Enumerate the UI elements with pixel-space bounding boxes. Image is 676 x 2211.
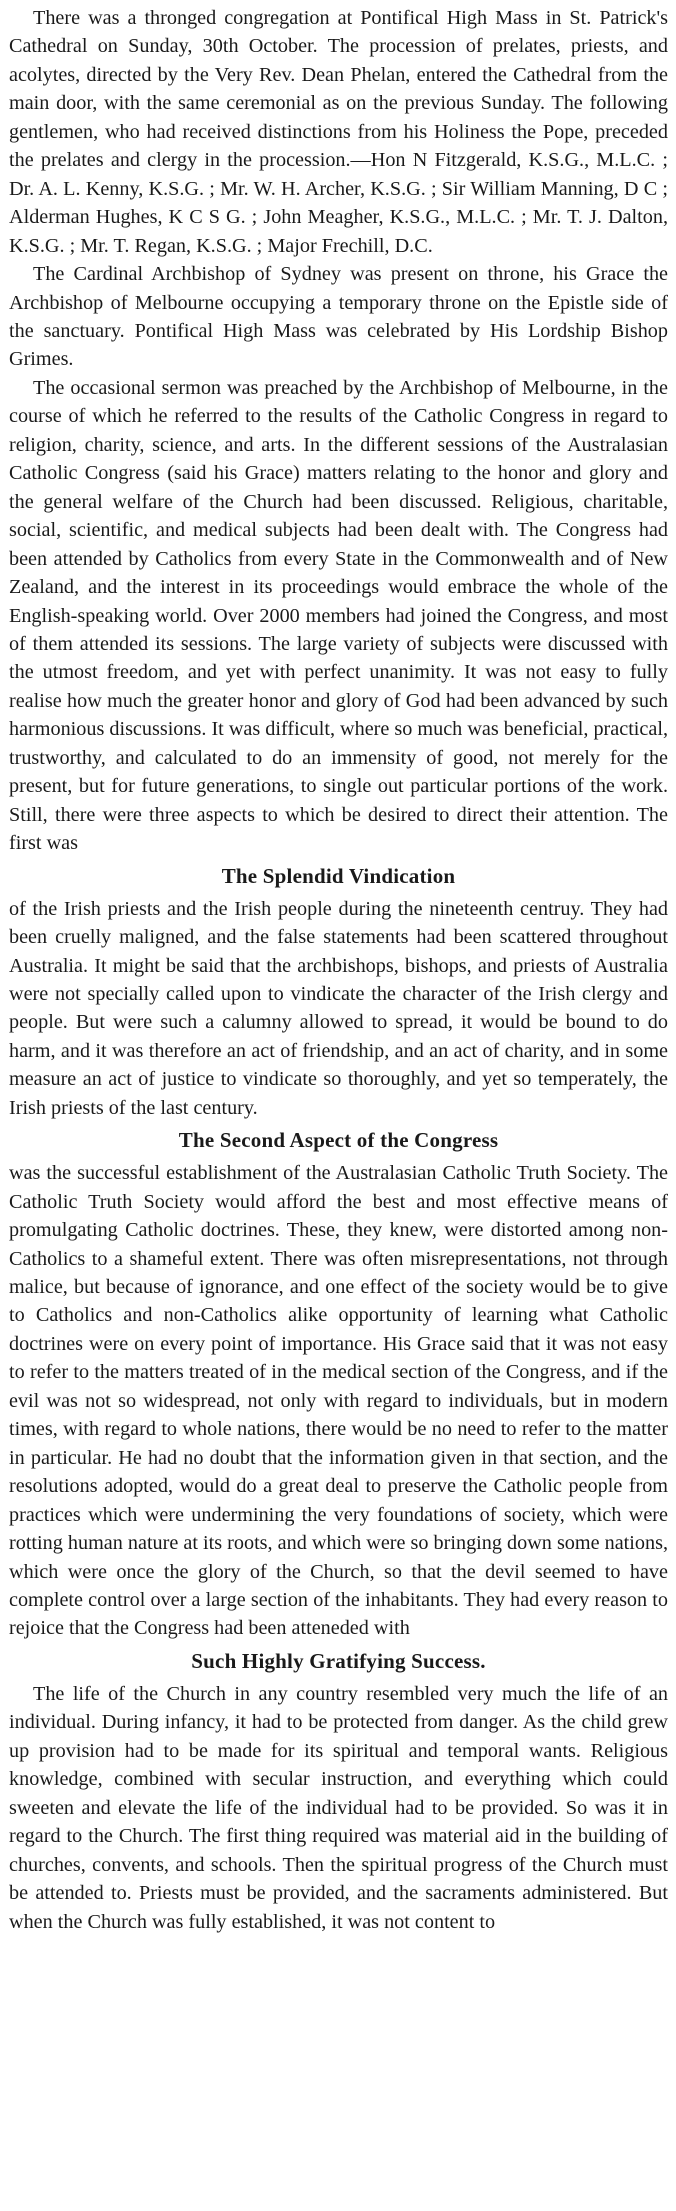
paragraph-pontifical-high-mass: There was a thronged congregation at Pontifical High Mass in St. Patrick's Cathedral on Sunday, 30th October. The procession of prelates, priests, and acolytes, directed by the Very Rev. Dean Phelan, entered the Cathedral from the main door, with the same ceremonial as on the previous Sunday. The following gentlemen, who had received distinctions from his Holiness the Pope, preceded the prelates and clergy in the procession.—Hon N Fitzgerald, K.S.G., M.L.C. ; Dr. A. L. Kenny, K.S.G. ; Mr. W. H. Archer, K.S.G. ; Sir William Manning, D C ; Alderman Hughes, K C S G. ; John Meagher, K.S.G., M.L.C. ; Mr. T. J. Dalton, K.S.G. ; Mr. T. Regan, K.S.G. ; Major Frechill, D.C. — [9, 7, 668, 257]
paragraph-life-of-church: The life of the Church in any country resembled very much the life of an individual. During infancy, it had to be protected from danger. As the child grew up provision had to be made for its spiritual and temporal wants. Religious knowledge, combined with secular instruction, and everything which could sweeten and elevate the life of the individual had to be provided. So was it in regard to the Church. The first thing required was material aid in the building of churches, convents, and schools. Then the spiritual progress of the Church must be attended to. Priests must be provided, and the sacraments administered. But when the Church was fully established, it was not content to — [9, 1682, 668, 1933]
paragraph-cardinal-present: The Cardinal Archbishop of Sydney was present on throne, his Grace the Archbishop of Melbourne occupying a temporary throne on the Epistle side of the sanctuary. Pontifical High Mass was celebrated by His Lordship Bishop Grimes. — [9, 263, 668, 371]
subheading-second-aspect: The Second Aspect of the Congress — [178, 1128, 499, 1153]
paragraph-catholic-truth-society: was the successful establishment of the Australasian Catholic Truth Society. The Catholic Truth Society would afford the best and most effective means of promulgating Catholic doctrines. These, they knew, were distorted among non-Catholics to a shameful extent. There was often misrepresentations, not through malice, but because of ignorance, and one effect of the society would be to give to Catholics and non-Catholics alike opportunity of learning what Catholic doctrines were on every point of importance. His Grace said that it was not easy to refer to the matters treated of in the medical section of the Congress, and if the evil was not so widespread, not only with regard to individuals, but in modern times, with regard to whole nations, there would be no need to refer to the matter in particular. He had no doubt that the information given in that section, and the resolutions adopted, would do a great deal to preserve the Catholic people from practices which were undermining the very foundations of society, which were rotting human nature at its roots, and which were so bringing down some nations, which were once the glory of the Church, so that the devil seemed to have complete control over a large section of the inhabitants. They had every reason to rejoice that the Congress had been atteneded with — [9, 1162, 668, 1640]
paragraph-irish-priests: of the Irish priests and the Irish people during the nineteenth centruy. They had been cruelly maligned, and the false statements had been scattered throughout Australia. It might be said that the archbishops, bishops, and priests of Australia were not specially called upon to vindicate the character of the Irish clergy and people. But were such a calumny allowed to spread, it would be bound to do harm, and it was therefore an act of friendship, and an act of charity, and in some measure an act of justice to vindicate so thoroughly, and yet so temperately, the Irish priests of the last century. — [9, 897, 668, 1119]
paragraph-occasional-sermon: The occasional sermon was preached by the Archbishop of Melbourne, in the course of which he referred to the results of the Catholic Congress in regard to religion, charity, science, and arts. In the different sessions of the Australasian Catholic Congress (said his Grace) matters relating to the honor and glory and the general welfare of the Church had been discussed. Religious, charitable, social, scientific, and medical subjects had been dealt with. The Congress had been attended by Catholics from every State in the Commonwealth and of New Zealand, and the interest in its proceedings would embrace the whole of the English-speaking world. Over 2000 members had joined the Congress, and most of them attended its sessions. The large variety of subjects were discussed with the utmost freedom, and yet with perfect unanimity. It was not easy to fully realise how much the greater honor and glory of God had been advanced by such harmonious discussions. It was difficult, where so much was beneficial, practical, trustworthy, and calculated to do an immensity of good, not merely for the present, but for future generations, to single out particular portions of the work. Still, there were three aspects to which be desired to direct their attention. The first was — [9, 376, 668, 855]
subheading-splendid-vindication: The Splendid Vindication — [221, 863, 456, 888]
subheading-gratifying-success: Such Highly Gratifying Success. — [191, 1648, 486, 1673]
